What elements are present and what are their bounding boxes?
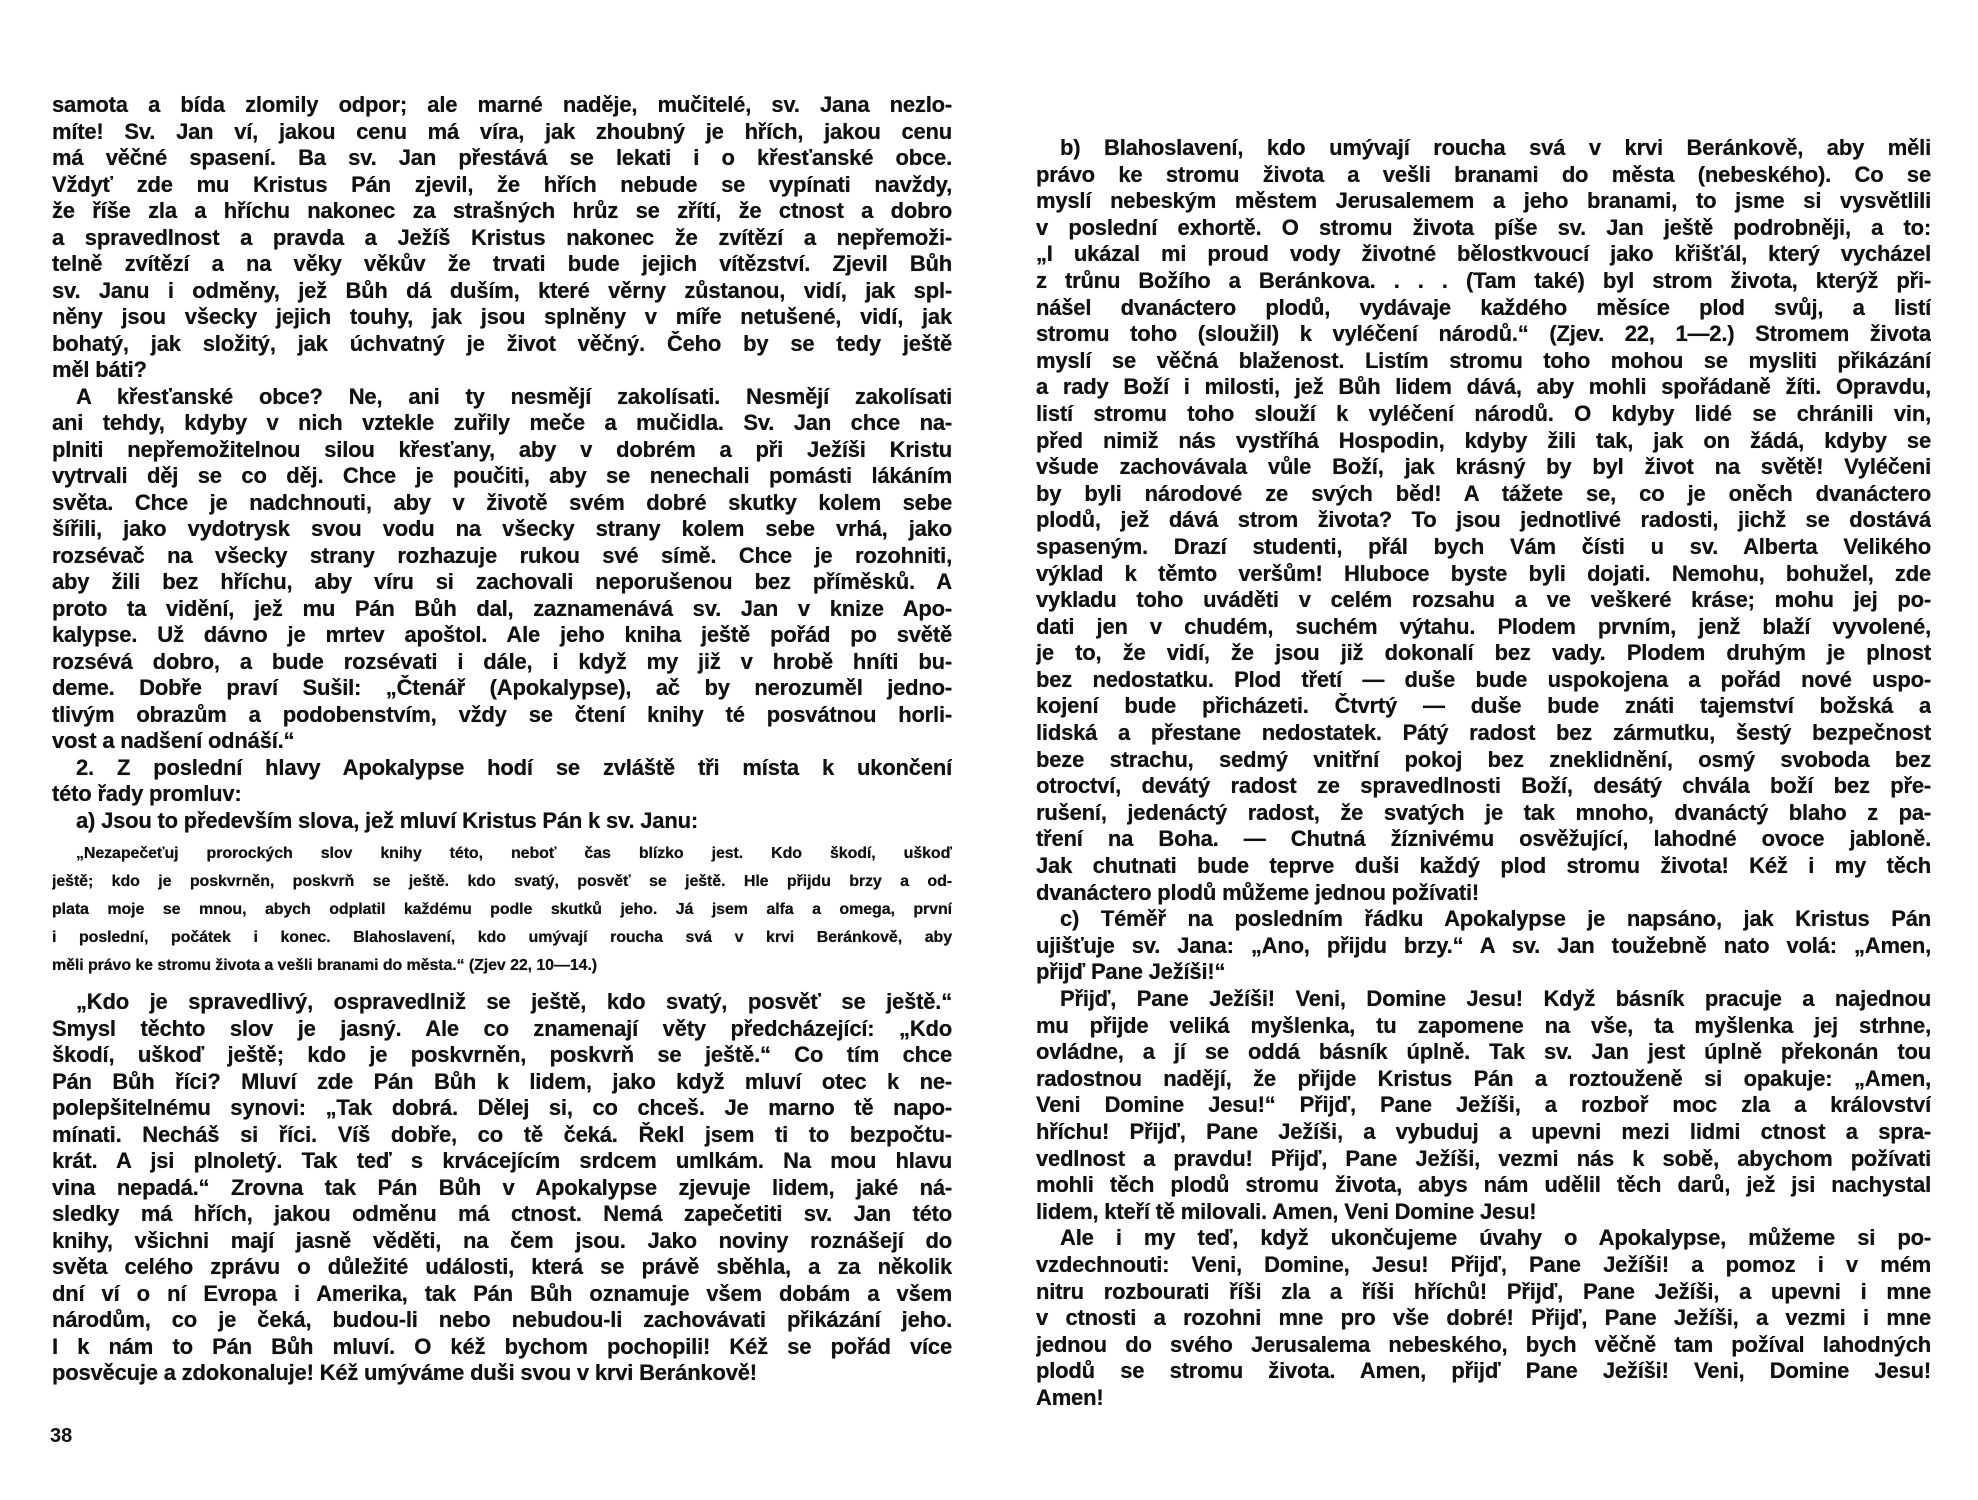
- text-line: světa celého zprávu o důležité události, která se právě sběhla, a za několik: [52, 1254, 952, 1279]
- text-line: proto ta vidění, jež mu Pán Bůh dal, zaznamenává sv. Jan v knize Apo-: [52, 595, 952, 621]
- text-line: dvanáctero plodů můžeme jednou požívati!: [1036, 879, 1480, 905]
- text-line: vina nepadá.“ Zrovna tak Pán Bůh v Apokalypse zjevuje lidem, jaké ná-: [52, 1174, 952, 1200]
- text-line: lidská a přestane nedostatek. Pátý radost bez zármutku, šestý bezpečnost: [1036, 720, 1931, 746]
- text-line: ovládne, a jí se oddá básník úplně. Tak sv. Jan jest úplně překonán tou: [1036, 1039, 1931, 1065]
- text-line: před nimiž nás vystříhá Hospodin, kdyby žili tak, jak on žádá, kdyby se: [1036, 427, 1931, 453]
- text-line: Veni Domine Jesu!“ Přijď, Pane Ježíši, a rozboř moc zla a království: [1036, 1092, 1931, 1118]
- text-line: plata moje se mnou, abych odplatil každému podle skutků jeho. Já jsem alfa a omega, první: [52, 901, 952, 918]
- text-line: bohatý, jak složitý, jak úchvatný je život věčný. Čeho by se tedy ještě: [52, 330, 952, 356]
- text-line: ani tehdy, kdyby v nich vztekle zuřily meče a mučidla. Sv. Jan chce na-: [52, 410, 952, 435]
- text-line: jednou do svého Jerusalema nebeského, bych věčně tam požíval lahodných: [1036, 1331, 1931, 1357]
- text-line: spaseným. Drazí studenti, přál bych Vám čísti u sv. Alberta Velikého: [1036, 533, 1931, 559]
- text-line: z trůnu Božího a Beránkova. . . . (Tam také) byl strom života, kterýž při-: [1036, 267, 1931, 293]
- text-line: právo ke stromu života a vešli branami do města (nebeského). Co se: [1036, 161, 1931, 187]
- text-line: tlivým obrazům a podobenstvím, vždy se čtení knihy té posvátnou horli-: [52, 701, 952, 727]
- block-quote: [52, 840, 952, 980]
- text-line: krát. A jsi plnoletý. Tak teď s krvácejícím srdcem umlkám. Na mou hlavu: [52, 1148, 952, 1173]
- paragraph: [52, 808, 952, 835]
- text-line: ještě; kdo je poskvrněn, poskvrň se ještě. kdo svatý, posvěť se ještě. Hle přijdu brzy a od-: [52, 873, 952, 890]
- text-line: Pán Bůh říci? Mluví zde Pán Bůh k lidem, jako když mluví otec k ne-: [52, 1068, 952, 1094]
- text-line: otroctví, devátý radost ze spravedlnosti Boží, desátý chvála boží bez pře-: [1036, 773, 1931, 799]
- text-line: i poslední, počátek i konec. Blahoslavení, kdo umývají roucha svá v krvi Beránkově, aby: [52, 929, 952, 946]
- text-line: sledky má hřích, jakou odměnu má ctnost. Nemá zapečetiti sv. Jan této: [52, 1201, 952, 1226]
- text-line: I k nám to Pán Bůh mluví. O kéž bychom pochopili! Kéž se pořád více: [52, 1333, 952, 1359]
- text-line: je to, že vidí, že jsou již dokonalí bez vady. Plodem druhým je plnost: [1036, 640, 1931, 666]
- text-line: Přijď, Pane Ježíši! Veni, Domine Jesu! Když básník pracuje a najednou: [1060, 986, 1931, 1011]
- text-line: a) Jsou to především slova, jež mluví Kristus Pán k sv. Janu:: [76, 807, 698, 833]
- text-line: vedlnost a pravdu! Přijď, Pane Ježíši, vezmi nás k sobě, abychom požívati: [1036, 1145, 1931, 1171]
- right-page-text: [1036, 135, 1931, 1412]
- text-line: samota a bída zlomily odpor; ale marné naděje, mučitelé, sv. Jana nezlo-: [52, 92, 952, 117]
- text-line: vzdechnouti: Veni, Domine, Jesu! Přijď, Pane Ježíši! a pomoz i v mém: [1036, 1251, 1931, 1277]
- text-line: Amen!: [1036, 1384, 1104, 1410]
- text-line: radostnou nadějí, že přijde Kristus Pán a roztouženě si opakuje: „Amen,: [1036, 1065, 1931, 1091]
- text-line: sv. Janu i odměny, jež Bůh dá duším, které věrny zůstanou, vidí, jak spl-: [52, 277, 952, 303]
- text-line: Jak chutnati bude teprve duši každý plod stromu života! Kéž i my těch: [1036, 853, 1931, 879]
- paragraph: [52, 989, 952, 1387]
- text-line: má věčné spasení. Ba sv. Jan přestává se lekati i o křesťanské obce.: [52, 145, 952, 170]
- text-line: plniti nepřemožitelnou silou křesťany, aby v dobrém a při Ježíši Kristu: [52, 436, 952, 462]
- paragraph: [1036, 1225, 1931, 1411]
- text-line: 2. Z poslední hlavy Apokalypse hodí se zvláště tři místa k ukončení: [76, 754, 952, 780]
- text-line: plodů se stromu života. Amen, přijď Pane Ježíši! Veni, Domine Jesu!: [1036, 1358, 1931, 1384]
- right-page: [989, 0, 1978, 1500]
- text-line: měl báti?: [52, 357, 147, 382]
- text-line: světa. Chce je nadchnouti, aby v životě svém dobré skutky kolem sebe: [52, 489, 952, 515]
- text-line: rušení, jedenáctý radost, že svatých je tak mnoho, dvanáctý blaho z pa-: [1036, 799, 1931, 825]
- text-line: beze strachu, sedmý vnitřní pokoj bez zneklidnění, osmý svoboda bez: [1036, 746, 1931, 772]
- text-line: posvěcuje a zdokonaluje! Kéž umýváme duši svou v krvi Beránkově!: [52, 1360, 757, 1385]
- text-line: měli právo ke stromu života a vešli branami do města.“ (Zjev 22, 10—14.): [52, 957, 598, 974]
- text-line: by byli národové ze svých běd! A tážete se, co je oněch dvanáctero: [1036, 480, 1931, 506]
- text-line: a rady Boží i milosti, jež Bůh lidem dává, aby mohli spořádaně žíti. Opravdu,: [1036, 374, 1931, 400]
- text-line: telně zvítězí a na věky věkův že trvati bude jejich vítězství. Zjevil Bůh: [52, 251, 952, 276]
- text-line: Ale i my teď, když ukončujeme úvahy o Apokalypse, můžeme si po-: [1060, 1225, 1931, 1251]
- text-line: ujišťuje sv. Jana: „Ano, přijdu brzy.“ A sv. Jan toužebně nato volá: „Amen,: [1036, 932, 1931, 958]
- page-number: 38: [50, 1425, 73, 1447]
- text-line: mu přijde veliká myšlenka, tu zapomene na vše, ta myšlenka jej strhne,: [1036, 1012, 1931, 1038]
- paragraph: [1036, 986, 1931, 1225]
- paragraph: [52, 92, 952, 384]
- text-line: myslí se věčná blaženost. Listím stromu toho mohou se mysliti přikázání: [1036, 347, 1931, 373]
- text-line: dati jen v chudém, suchém výtahu. Plodem prvním, jenž blaží vyvolené,: [1036, 613, 1931, 639]
- text-line: této řady promluv:: [52, 781, 242, 806]
- text-line: b) Blahoslavení, kdo umývají roucha svá v krvi Beránkově, aby měli: [1060, 135, 1931, 160]
- text-line: knihy, všichni mají jasně věděti, na čem jsou. Jako noviny roznášejí do: [52, 1227, 952, 1253]
- text-line: dní ví o ní Evropa i Amerika, tak Pán Bůh oznamuje všem dobám a všem: [52, 1280, 952, 1306]
- text-line: rozsévá dobro, a bude rozsévati i dále, i když my již v hrobě hníti bu-: [52, 648, 952, 674]
- text-line: vost a nadšení odnáší.“: [52, 728, 295, 753]
- text-line: tření na Boha. — Chutná žíznivému osvěžující, lahodné ovoce jabloně.: [1036, 826, 1931, 852]
- text-line: mohli těch plodů stromu života, abys nám udělil těch darů, jež jsi nachystal: [1036, 1172, 1931, 1198]
- text-line: škodí, uškoď ještě; kdo je poskvrněn, poskvrň se ještě.“ Co tím chce: [52, 1042, 952, 1067]
- text-line: plodů, jež dává strom života? To jsou jednotlivé radosti, jichž se dostává: [1036, 507, 1931, 533]
- text-line: listí stromu toho slouží k vyléčení národů. O kdyby lidé se chránili vin,: [1036, 400, 1931, 426]
- text-line: „I ukázal mi proud vody životné bělostkvoucí jako křišťál, který vycházel: [1036, 241, 1931, 267]
- text-line: Smysl těchto slov je jasný. Ale co znamenají věty předcházející: „Kdo: [52, 1015, 952, 1041]
- text-line: nášel dvanáctero plodů, vydávaje každého měsíce plod svůj, a listí: [1036, 294, 1931, 320]
- paragraph: [1036, 135, 1931, 906]
- text-line: že říše zla a hříchu nakonec za strašných hrůz se zřítí, že ctnost a dobro: [52, 198, 952, 223]
- text-line: přijď Pane Ježíši!“: [1036, 959, 1226, 985]
- text-line: a spravedlnost a pravda a Ježíš Kristus nakonec že zvítězí a nepřemoži-: [52, 224, 952, 250]
- text-line: A křesťanské obce? Ne, ani ty nesmějí zakolísati. Nesmějí zakolísati: [76, 383, 952, 409]
- text-line: v ctnosti a rozohni mne pro vše dobré! Přijď, Pane Ježíši, a vezmi i mne: [1036, 1305, 1931, 1331]
- text-line: kojení bude přicházeti. Čtvrtý — duše bude znáti tajemství božská a: [1036, 693, 1931, 719]
- text-line: vytrvali děj se co děj. Chce je poučiti, aby se nenechali pomásti lákáním: [52, 463, 952, 488]
- text-line: aby žili bez hříchu, aby víru si zachovali neporušenou bez příměsků. A: [52, 569, 952, 594]
- text-line: šířili, jako vydotrysk svou vodu na všecky strany kolem sebe vrhá, jako: [52, 516, 952, 541]
- text-line: vykladu toho uváděti v celém rozsahu a ve veškeré kráse; mohu jej po-: [1036, 587, 1931, 613]
- paragraph: [52, 384, 952, 755]
- text-line: deme. Dobře praví Sušil: „Čtenář (Apokalypse), ač by nerozuměl jedno-: [52, 675, 952, 700]
- left-page-text: [52, 92, 952, 1387]
- text-line: Vždyť zde mu Kristus Pán zjevil, že hřích nebude se vypínati navždy,: [52, 171, 952, 197]
- text-line: bez nedostatku. Plod třetí — duše bude uspokojena a pořád nové uspo-: [1036, 666, 1931, 692]
- text-line: lidem, kteří tě milovali. Amen, Veni Domine Jesu!: [1036, 1198, 1537, 1224]
- paragraph: [1036, 906, 1931, 986]
- text-line: nitru rozbourati říši zla a říši hříchů! Přijď, Pane Ježíši, a upevni i mne: [1036, 1278, 1931, 1304]
- text-line: polepšitelnému synovi: „Tak dobrá. Dělej si, co chceš. Je marno tě napo-: [52, 1095, 952, 1120]
- text-line: kalypse. Už dávno je mrtev apoštol. Ale jeho kniha ještě pořád po světě: [52, 622, 952, 647]
- paragraph: [52, 755, 952, 808]
- text-line: „Nezapečeťuj prorockých slov knihy této, neboť čas blízko jest. Kdo škodí, uškoď: [76, 845, 952, 862]
- text-line: myslí nebeským městem Jerusalemem a jeho branami, to jsme si vysvětlili: [1036, 188, 1931, 214]
- text-line: hříchu! Přijď, Pane Ježíši, a vybuduj a upevni mezi lidmi ctnost a spra-: [1036, 1118, 1931, 1144]
- text-line: míte! Sv. Jan ví, jakou cenu má víra, jak zhoubný je hřích, jakou cenu: [52, 118, 952, 144]
- text-line: něny jsou všecky jejich touhy, jak jsou splněny v míře netušené, vidí, jak: [52, 304, 952, 329]
- text-line: c) Téměř na posledním řádku Apokalypse je napsáno, jak Kristus Pán: [1060, 906, 1931, 932]
- text-line: mínati. Necháš si říci. Víš dobře, co tě čeká. Řekl jsem ti to bezpočtu-: [52, 1121, 952, 1147]
- text-line: „Kdo je spravedlivý, ospravedlniž se ještě, kdo svatý, posvěť se ještě.“: [76, 989, 952, 1014]
- text-line: stromu toho (sloužil) k vyléčení národů.“ (Zjev. 22, 1—2.) Stromem života: [1036, 321, 1931, 347]
- text-line: všude zachovávala vůle Boží, jak krásný by byl život na světě! Vyléčeni: [1036, 454, 1931, 480]
- text-line: rozsévač na všecky strany rozhazuje rukou své símě. Chce je rozohniti,: [52, 542, 952, 568]
- text-line: výklad k těmto veršům! Hluboce byste byli dojati. Nemohu, bohužel, zde: [1036, 560, 1931, 586]
- text-line: národům, co je čeká, budou-li nebo nebudou-li zachovávati přikázání jeho.: [52, 1307, 952, 1332]
- text-line: v poslední exhortě. O stromu života píše sv. Jan ještě podrobněji, a to:: [1036, 214, 1931, 240]
